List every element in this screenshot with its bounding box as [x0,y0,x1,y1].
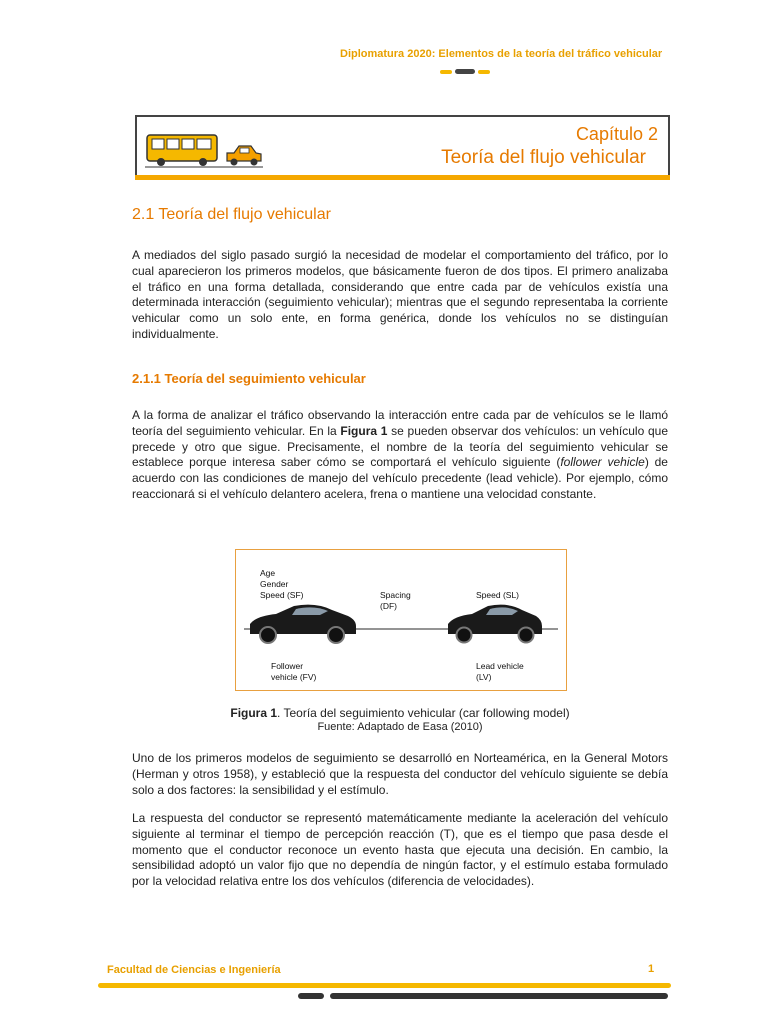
paragraph: A mediados del siglo pasado surgió la necesidad de modelar el comportamiento del tráfico, por lo cual aparecieron los primeros modelos, que básicamente fueron de dos tipos. El primero analizaba el tráfico en una forma detallada, considerando que entre cada par de vehículos existía una determinada interacción (seguimiento vehicular); mientras que el segundo representaba la corriente vehicular como un solo ente, en forma genérica, donde los vehículos no se distinguían individualmente. [132,248,668,341]
figure-label-follower: Follower [271,661,304,671]
figure-label-lv: (LV) [476,672,492,682]
figure-reference: Figura 1 [340,423,388,438]
paragraph [132,408,668,503]
footer-decor-bar-dark [330,993,668,999]
header-title: Diplomatura 2020: Elementos de la teoría del tráfico vehicular [340,48,663,60]
paragraph: La respuesta del conductor se representó matemáticamente mediante la aceleración del vehículo siguiente al terminar el tiempo de percepción reacción (T), que es el tiempo que pasa desde el momento que el conductor reconoce un evento hasta que ejecuta una decisión. En cambio, la sensibilidad adoptó un valor fijo que no dependía de ningún factor, y el estímulo estaba formulado por la velocidad relativa entre los dos vehículos (diferencia de velocidades). [132,811,668,889]
figure-label-df: (DF) [380,601,397,611]
figure-caption-label: Figura 1 [230,706,278,720]
figure-source: Fuente: Adaptado de Easa (2010) [317,721,483,733]
footer-decor-bar-dark [298,993,324,999]
header-decor-pill-dark [455,69,475,74]
chapter-title: Teoría del flujo vehicular [441,147,646,168]
figure-label-gender: Gender [260,579,289,589]
figure-caption [132,706,668,720]
figure-car-following [235,549,567,691]
bus-and-car-icon [145,131,263,171]
car-following-illustration [236,550,566,690]
follower-car-icon [250,605,356,643]
figure-label-lead-vehicle: Lead vehicle [476,661,524,671]
chapter-banner-accent [135,175,670,180]
page-number: 1 [648,963,655,975]
header-decor-pill [440,70,452,74]
paragraph-text: se pueden observar dos vehículos: un vehículo que precede y otro que sigue. Precisamente, el nombre de la teoría del seguimiento vehicular se establece porque interesa saber cómo se comportará el vehículo siguiente ( [132,423,668,470]
subsection-title: 2.1.1 Teoría del seguimiento vehicular [132,371,366,386]
footer-faculty: Facultad de Ciencias e Ingeniería [107,964,281,976]
lead-car-icon [448,605,542,643]
section-title: 2.1 Teoría del flujo vehicular [132,206,331,223]
figure-label-speed-sf: Speed (SF) [260,590,304,600]
italic-term: follower vehicle [560,455,645,470]
footer-decor-bar [98,983,671,988]
chapter-label: Capítulo 2 [575,124,658,144]
figure-label-follower-vehicle: vehicle (FV) [271,672,317,682]
figure-caption-text: . Teoría del seguimiento vehicular (car following model) [277,706,570,720]
paragraph: Uno de los primeros modelos de seguimiento se desarrolló en Norteamérica, en la General Motors (Herman y otros 1958), y estableció que la respuesta del conductor del vehículo siguiente se debía solo a dos factores: la sensibilidad y el estímulo. [132,751,668,797]
paragraph-text: A la forma de analizar el tráfico observando la interacción entre cada par de vehículos se le llamó teoría del seguimiento vehicular. En la [132,408,668,438]
paragraph-text: ) de acuerdo con las condiciones de manejo del vehículo precedente (lead vehicle). Por ejemplo, cómo reaccionará si el vehículo delantero acelera, frena o mantiene una velocidad constante. [132,455,668,501]
header-decor-pill [478,70,490,74]
figure-label-age: Age [260,568,276,578]
figure-label-spacing: Spacing [380,590,411,600]
figure-label-speed-sl: Speed (SL) [476,590,519,600]
